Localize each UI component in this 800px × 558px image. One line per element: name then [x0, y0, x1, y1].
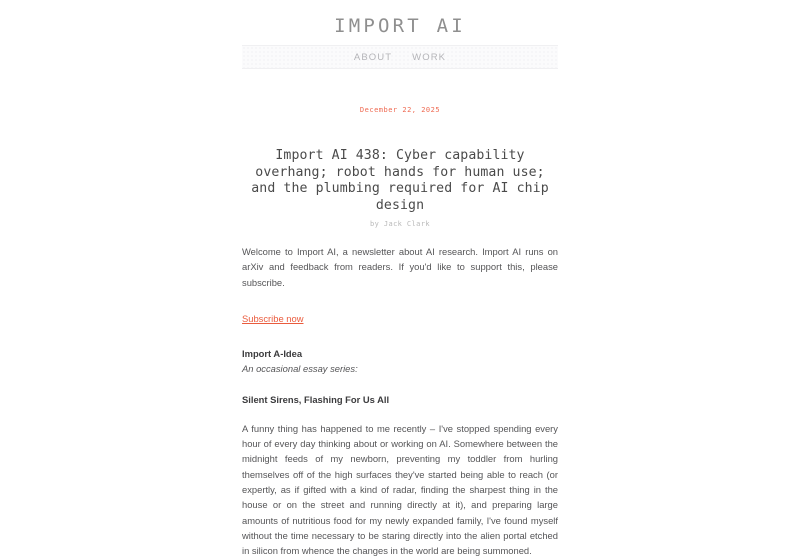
spacer	[242, 376, 558, 392]
post-title: Import AI 438: Cyber capability overhang; robot hands for human use; and the plumbing required for AI chip design	[251, 148, 549, 213]
section-heading-import-a-idea: Import A-Idea	[242, 347, 303, 359]
article	[242, 69, 558, 558]
spacer	[242, 408, 558, 421]
nav-link-about[interactable]: ABOUT	[353, 51, 393, 63]
subscribe-now-link[interactable]: Subscribe now	[242, 312, 304, 324]
essay-heading: Silent Sirens, Flashing For Us All	[242, 394, 390, 406]
spacer	[242, 290, 558, 309]
site-title: IMPORT AI	[334, 15, 466, 37]
post-byline: by Jack Clark	[370, 220, 430, 228]
nav-link-work[interactable]: WORK	[412, 51, 447, 63]
site-header	[0, 0, 800, 39]
post-body	[242, 244, 558, 558]
post-date: December 22, 2025	[359, 106, 441, 114]
spacer	[242, 327, 558, 346]
section-subheading: An occasional essay series:	[242, 363, 358, 375]
intro-paragraph: Welcome to Import AI, a newsletter about AI research. Import AI runs on arXiv and feedback from readers. If you'd like to support this, please subscribe.	[242, 246, 558, 288]
main-navigation	[242, 45, 558, 69]
essay-paragraph: A funny thing has happened to me recently – I've stopped spending every hour of every day thinking about or working on AI. Somewhere between the midnight feeds of my newborn, preventing my toddler from hurling themselves off of the high surfaces they've started being able to reach (or expertly, as if gifted with a kind of radar, finding the sharpest thing in the house or on the street and running directly at it), and preparing large amounts of nutritious food for my newly expanded family, I've found myself without the time necessary to be staring directly into the alien portal etched in silicon from whence the changes in the world are being summoned.	[242, 422, 558, 557]
